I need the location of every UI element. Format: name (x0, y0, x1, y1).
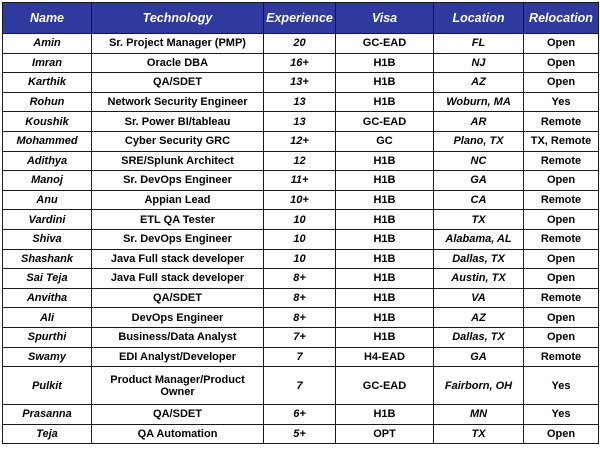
location-cell: NJ (434, 53, 524, 73)
technology-cell: QA/SDET (92, 73, 264, 93)
visa-cell: H1B (336, 151, 434, 171)
technology-cell: Cyber Security GRC (92, 131, 264, 151)
visa-cell: H1B (336, 249, 434, 269)
table-row (3, 288, 599, 308)
name-cell: Manoj (3, 171, 92, 191)
name-cell: Ali (3, 308, 92, 328)
technology-cell: QA/SDET (92, 405, 264, 425)
location-cell: GA (434, 171, 524, 191)
name-cell: Swamy (3, 347, 92, 367)
experience-cell: 8+ (264, 308, 336, 328)
location-cell: VA (434, 288, 524, 308)
relocation-cell: Open (524, 327, 599, 347)
visa-cell: H1B (336, 73, 434, 93)
location-cell: Alabama, AL (434, 229, 524, 249)
technology-cell: Network Security Engineer (92, 92, 264, 112)
table-row (3, 367, 599, 405)
name-cell: Teja (3, 424, 92, 444)
relocation-cell: Yes (524, 405, 599, 425)
relocation-cell: Remote (524, 112, 599, 132)
name-cell: Anvitha (3, 288, 92, 308)
visa-cell: H1B (336, 405, 434, 425)
experience-cell: 13 (264, 92, 336, 112)
relocation-cell: TX, Remote (524, 131, 599, 151)
name-cell: Amin (3, 34, 92, 54)
name-cell: Koushik (3, 112, 92, 132)
location-cell: GA (434, 347, 524, 367)
table-row (3, 229, 599, 249)
technology-cell: Sr. DevOps Engineer (92, 171, 264, 191)
location-cell: Austin, TX (434, 269, 524, 289)
relocation-cell: Open (524, 53, 599, 73)
table-row (3, 34, 599, 54)
header-row (3, 3, 599, 34)
visa-cell: GC-EAD (336, 367, 434, 405)
experience-cell: 11+ (264, 171, 336, 191)
table-row (3, 269, 599, 289)
table-row (3, 73, 599, 93)
visa-cell: H1B (336, 288, 434, 308)
experience-cell: 7+ (264, 327, 336, 347)
technology-cell: QA Automation (92, 424, 264, 444)
header-location: Location (434, 3, 524, 34)
relocation-cell: Remote (524, 190, 599, 210)
table-row (3, 327, 599, 347)
header-technology: Technology (92, 3, 264, 34)
technology-cell: Business/Data Analyst (92, 327, 264, 347)
experience-cell: 7 (264, 347, 336, 367)
consultants-table (2, 2, 599, 444)
location-cell: AZ (434, 73, 524, 93)
technology-cell: EDI Analyst/Developer (92, 347, 264, 367)
header-experience: Experience (264, 3, 336, 34)
relocation-cell: Open (524, 308, 599, 328)
name-cell: Adithya (3, 151, 92, 171)
header-name: Name (3, 3, 92, 34)
technology-cell: Product Manager/Product Owner (92, 367, 264, 405)
location-cell: NC (434, 151, 524, 171)
visa-cell: H1B (336, 229, 434, 249)
table-row (3, 210, 599, 230)
location-cell: Plano, TX (434, 131, 524, 151)
name-cell: Anu (3, 190, 92, 210)
visa-cell: H4-EAD (336, 347, 434, 367)
experience-cell: 16+ (264, 53, 336, 73)
visa-cell: H1B (336, 269, 434, 289)
name-cell: Shiva (3, 229, 92, 249)
table-row (3, 190, 599, 210)
visa-cell: H1B (336, 92, 434, 112)
table-row (3, 151, 599, 171)
visa-cell: H1B (336, 210, 434, 230)
location-cell: CA (434, 190, 524, 210)
experience-cell: 13+ (264, 73, 336, 93)
relocation-cell: Open (524, 249, 599, 269)
technology-cell: Sr. DevOps Engineer (92, 229, 264, 249)
location-cell: Dallas, TX (434, 249, 524, 269)
location-cell: Fairborn, OH (434, 367, 524, 405)
location-cell: TX (434, 424, 524, 444)
header-relocation: Relocation (524, 3, 599, 34)
experience-cell: 12 (264, 151, 336, 171)
relocation-cell: Yes (524, 367, 599, 405)
name-cell: Shashank (3, 249, 92, 269)
experience-cell: 5+ (264, 424, 336, 444)
name-cell: Imran (3, 53, 92, 73)
technology-cell: ETL QA Tester (92, 210, 264, 230)
visa-cell: GC (336, 131, 434, 151)
experience-cell: 7 (264, 367, 336, 405)
relocation-cell: Open (524, 424, 599, 444)
name-cell: Rohun (3, 92, 92, 112)
technology-cell: Sr. Project Manager (PMP) (92, 34, 264, 54)
relocation-cell: Open (524, 34, 599, 54)
table-row (3, 424, 599, 444)
name-cell: Vardini (3, 210, 92, 230)
location-cell: TX (434, 210, 524, 230)
location-cell: AZ (434, 308, 524, 328)
table-row (3, 53, 599, 73)
name-cell: Prasanna (3, 405, 92, 425)
relocation-cell: Remote (524, 288, 599, 308)
technology-cell: QA/SDET (92, 288, 264, 308)
location-cell: AR (434, 112, 524, 132)
experience-cell: 10+ (264, 190, 336, 210)
relocation-cell: Open (524, 171, 599, 191)
name-cell: Pulkit (3, 367, 92, 405)
experience-cell: 13 (264, 112, 336, 132)
experience-cell: 10 (264, 210, 336, 230)
technology-cell: Oracle DBA (92, 53, 264, 73)
table-row (3, 112, 599, 132)
visa-cell: H1B (336, 190, 434, 210)
experience-cell: 20 (264, 34, 336, 54)
relocation-cell: Open (524, 73, 599, 93)
header-visa: Visa (336, 3, 434, 34)
experience-cell: 6+ (264, 405, 336, 425)
visa-cell: OPT (336, 424, 434, 444)
experience-cell: 8+ (264, 269, 336, 289)
location-cell: MN (434, 405, 524, 425)
relocation-cell: Remote (524, 229, 599, 249)
relocation-cell: Open (524, 269, 599, 289)
technology-cell: DevOps Engineer (92, 308, 264, 328)
relocation-cell: Open (524, 210, 599, 230)
location-cell: Woburn, MA (434, 92, 524, 112)
name-cell: Karthik (3, 73, 92, 93)
relocation-cell: Remote (524, 347, 599, 367)
experience-cell: 12+ (264, 131, 336, 151)
relocation-cell: Remote (524, 151, 599, 171)
table-body (3, 34, 599, 444)
technology-cell: Java Full stack developer (92, 269, 264, 289)
visa-cell: GC-EAD (336, 112, 434, 132)
name-cell: Mohammed (3, 131, 92, 151)
technology-cell: SRE/Splunk Architect (92, 151, 264, 171)
technology-cell: Appian Lead (92, 190, 264, 210)
table-row (3, 308, 599, 328)
location-cell: FL (434, 34, 524, 54)
visa-cell: GC-EAD (336, 34, 434, 54)
visa-cell: H1B (336, 171, 434, 191)
experience-cell: 10 (264, 229, 336, 249)
technology-cell: Sr. Power BI/tableau (92, 112, 264, 132)
relocation-cell: Yes (524, 92, 599, 112)
name-cell: Spurthi (3, 327, 92, 347)
location-cell: Dallas, TX (434, 327, 524, 347)
technology-cell: Java Full stack developer (92, 249, 264, 269)
visa-cell: H1B (336, 308, 434, 328)
table-row (3, 131, 599, 151)
table-row (3, 92, 599, 112)
table-row (3, 171, 599, 191)
table-row (3, 249, 599, 269)
experience-cell: 8+ (264, 288, 336, 308)
visa-cell: H1B (336, 327, 434, 347)
experience-cell: 10 (264, 249, 336, 269)
table-row (3, 347, 599, 367)
visa-cell: H1B (336, 53, 434, 73)
table-row (3, 405, 599, 425)
name-cell: Sai Teja (3, 269, 92, 289)
